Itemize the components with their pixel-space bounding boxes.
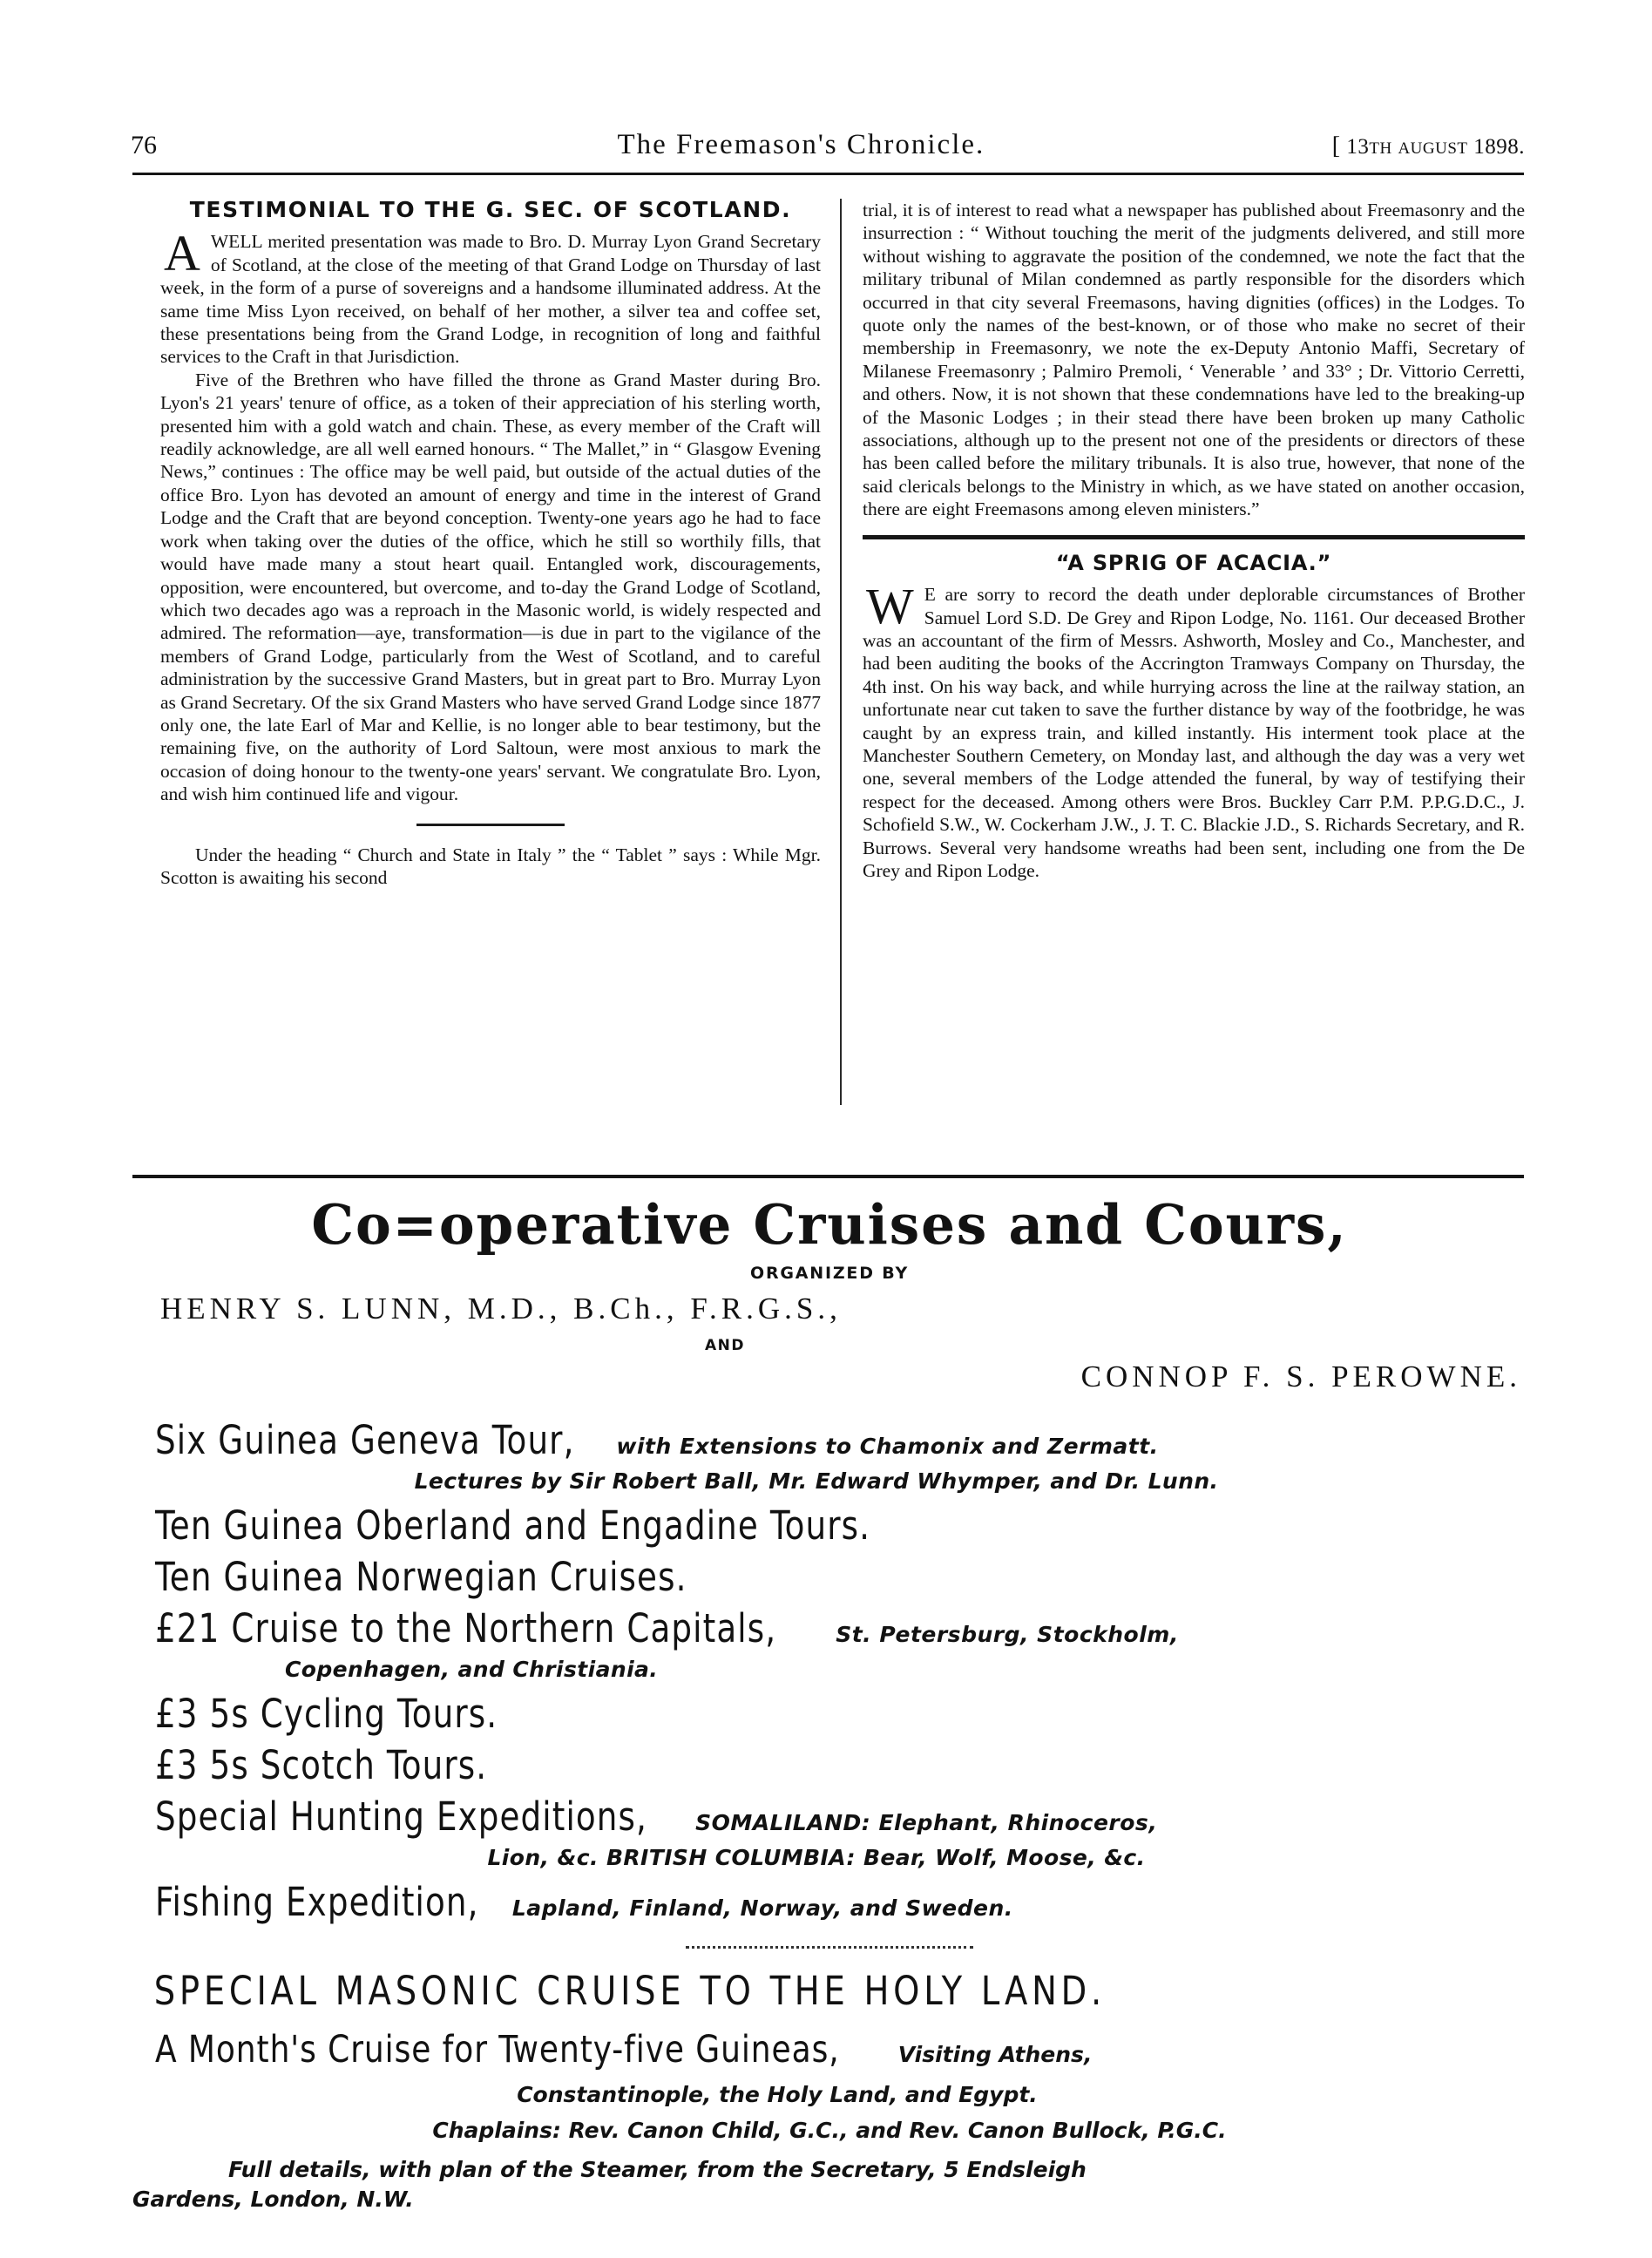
advert-top-rule (132, 1175, 1524, 1178)
issue-day: 13 (1346, 135, 1370, 159)
tour-main-label: Ten Guinea Oberland and Engadine Tours. (155, 1502, 871, 1549)
left-column-heading: TESTIMONIAL TO THE G. SEC. OF SCOTLAND. (189, 197, 792, 222)
advert-organizer-primary: HENRY S. LUNN, M.D., B.Ch., F.R.G.S., (160, 1292, 842, 1326)
masonic-cruise-full-details (132, 2155, 1527, 2214)
masonic-cruise-itinerary: Constantinople, the Holy Land, and Egypt. (517, 2082, 1038, 2108)
left-paragraph-3: Under the heading “ Church and State in Italy ” the “ Tablet ” says : While Mgr. Scotton is awaiting his second (160, 844, 821, 888)
masonic-cruise-chaplains: Chaplains: Rev. Canon Child, G.C., and Rev. Canon Bullock, P.G.C. (432, 2118, 1227, 2144)
right-column-heading: “A SPRIG OF ACACIA.” (1055, 550, 1332, 575)
masonic-cruise-main-label: A Month's Cruise for Twenty-five Guineas, (155, 2028, 840, 2072)
issue-year: 1898. (1473, 135, 1525, 159)
issue-date-bracket: [ (1331, 132, 1341, 159)
news-columns (132, 199, 1525, 1175)
tour-main-label: Special Hunting Expeditions, (155, 1794, 647, 1841)
advert-organizer-secondary: CONNOP F. S. PEROWNE. (1080, 1360, 1521, 1394)
tour-subline: Lion, &c. BRITISH COLUMBIA: Bear, Wolf, Moose, &c. (487, 1845, 1146, 1871)
tour-detail-label: with Extensions to Chamonix and Zermatt. (616, 1434, 1159, 1460)
masonic-cruise-heading: SPECIAL MASONIC CRUISE TO THE HOLY LAND. (153, 1968, 1106, 2015)
issue-date (1332, 132, 1525, 160)
tour-subline: Copenhagen, and Christiania. (285, 1657, 659, 1683)
drop-cap-letter: A (164, 225, 200, 282)
tour-main-label: £3 5s Scotch Tours. (155, 1742, 488, 1789)
tour-main-label: Ten Guinea Norwegian Cruises. (155, 1554, 687, 1601)
tour-item (132, 1794, 1527, 1840)
issue-month: AUGUST (1398, 139, 1468, 158)
tour-main-label: £21 Cruise to the Northern Capitals, (155, 1605, 777, 1652)
right-paragraph-continued: trial, it is of interest to read what a newspaper has published about Freemasonry and the insurrection : “ Without touching the merit of the judgments delivered, and still more without wishing to aggravate the position of the condemned, we note the fact that the military tribunal of Milan condemned as partly responsible for the disorders which occurred in that city several Freemasons, having dignities (offices) in the Lodges. To quote only the names of the best-known, or of those who make no secret of their membership in Freemasonry, we note the ex-Deputy Antonio Maffi, Secretary of Milanese Freemasonry ; Palmiro Premoli, ‘ Venerable ’ and 33° ; Dr. Vittorio Cerretti, and others. Now, it is not shown that these condemnations have led to the breaking-up of the Masonic Lodges ; in their stead there have been broken up many Catholic associations, although up to the present not one of the presidents or directors of these has been called before the military tribunals. It is also true, however, that none of the said clericals belongs to the Ministry in which, as we have stated on another occasion, there are eight Freemasons among eleven ministers.” (863, 200, 1525, 520)
right-paragraph-1: E are sorry to record the death under deplorable circumstances of Brother Samuel Lord S.D. De Grey and Ripon Lodge, No. 1161. Our deceased Brother was an accountant of the firm of Messrs. Ashworth, Mosley and Co., Manchester, and had been auditing the books of the Accrington Tramways Company on Thursday, the 4th inst. On his way back, and while hurrying across the line at the railway station, an unfortunate near cut taken to save the further distance by way of the footbridge, he was caught by an express train, and killed instantly. His interment took place at the Manchester Southern Cemetery, on Monday last, and although the day was a very wet one, several members of the Lodge attended the funeral, by way of testifying their respect for the deceased. Among others were Bros. Buckley Carr P.M. P.P.G.D.C., J. Schofield S.W., W. Cockerham J.W., J. T. C. Blackie J.D., S. Richards Secretary, and R. Burrows. Several very handsome wreaths had been sent, including one from the De Grey and Ripon Lodge. (863, 584, 1525, 881)
tour-subline: Lectures by Sir Robert Ball, Mr. Edward Whymper, and Dr. Lunn. (414, 1468, 1219, 1495)
tour-main-label: Six Guinea Geneva Tour, (155, 1417, 575, 1464)
left-article-opening (160, 225, 821, 368)
full-details-line-2: Gardens, London, N.W. (132, 2186, 414, 2212)
issue-day-suffix: TH (1369, 139, 1392, 158)
left-column-divider-rule (416, 824, 565, 826)
advert-and-label: AND (705, 1337, 745, 1355)
left-column (160, 199, 821, 889)
tour-item (132, 1554, 1527, 1600)
right-column-heading-rule (863, 535, 1525, 539)
tour-item (132, 1502, 1527, 1549)
drop-cap-letter-2: W (866, 578, 914, 635)
tour-detail-label: St. Petersburg, Stockholm, (836, 1622, 1179, 1648)
masthead-title: The Freemason's Chronicle. (617, 129, 985, 160)
tour-detail-label: Lapland, Finland, Norway, and Sweden. (511, 1895, 1013, 1922)
header-rule (132, 173, 1524, 175)
left-paragraph-2: Five of the Brethren who have filled the throne as Grand Master during Bro. Lyon's 21 years' tenure of office, as a token of their appreciation of his sterling worth, presented him with a gold watch and chain. These, as every member of the Craft will readily acknowledge, are all well earned honours. “ The Mallet,” in “ Glasgow Evening News,” continues : The office may be well paid, but outside of the actual duties of the office Bro. Lyon has devoted an amount of energy and time in the interest of Grand Lodge and the Craft that are beyond conception. Twenty-one years ago he had to face work when taking over the duties of the office, which he still so worthily fills, that would have made many a stout heart quail. Entangled work, discouragements, opposition, were encountered, but overcome, and to-day the Grand Lodge of Scotland, which two decades ago was a reproach in the Masonic world, is widely respected and admired. The reformation—aye, transformation—is due in part to the vigilance of the members of Grand Lodge, particularly from the West of Scotland, and to careful administration by the successive Grand Masters, but in great part to Bro. Murray Lyon as Grand Secretary. Of the six Grand Masters who have served Grand Lodge since 1877 only one, the late Earl of Mar and Kellie, is no longer able to bear testimony, but the remaining five, on the authority of Lord Saltoun, were most anxious to mark the occasion of doing honour to the twenty-one years' servant. We congratulate Bro. Lyon, and wish him continued life and vigour. (160, 369, 821, 805)
tour-main-label: £3 5s Cycling Tours. (155, 1691, 498, 1738)
advert-organized-by-label: ORGANIZED BY (750, 1264, 909, 1284)
masonic-cruise-price-line (132, 2028, 1527, 2072)
right-article-opening (863, 578, 1525, 882)
advertisement-block (132, 1192, 1527, 2214)
tour-item (132, 1605, 1527, 1651)
tour-item (132, 1879, 1527, 1925)
masonic-cruise-detail-label: Visiting Athens, (897, 2042, 1093, 2068)
right-column (863, 199, 1525, 882)
tour-detail-label: SOMALILAND: Elephant, Rhinoceros, (695, 1810, 1158, 1836)
advert-section-separator (686, 1946, 973, 1949)
tour-main-label: Fishing Expedition, (155, 1879, 479, 1926)
tour-item (132, 1691, 1527, 1737)
page-folio-number: 76 (131, 131, 157, 159)
left-paragraph-1: WELL merited presentation was made to Bro. D. Murray Lyon Grand Secretary of Scotland, at the close of the meeting of that Grand Lodge on Thursday of last week, in the form of a purse of sovereigns and a handsome illuminated address. At the same time Miss Lyon received, on behalf of her mother, a silver tea and coffee set, these presentations being from the Grand Lodge, in recognition of long and faithful services to the Craft in that Jurisdiction. (160, 231, 821, 368)
tour-list (132, 1417, 1527, 1925)
tour-item (132, 1417, 1527, 1463)
column-divider-rule (840, 199, 842, 1105)
tour-item (132, 1742, 1527, 1788)
running-head (131, 129, 1525, 161)
masonic-cruise-block (132, 1968, 1527, 2214)
full-details-line-1: Full details, with plan of the Steamer, from the Secretary, 5 Endsleigh (228, 2157, 1087, 2183)
advert-title: Co=operative Cruises and Cours, (311, 1192, 1348, 1257)
